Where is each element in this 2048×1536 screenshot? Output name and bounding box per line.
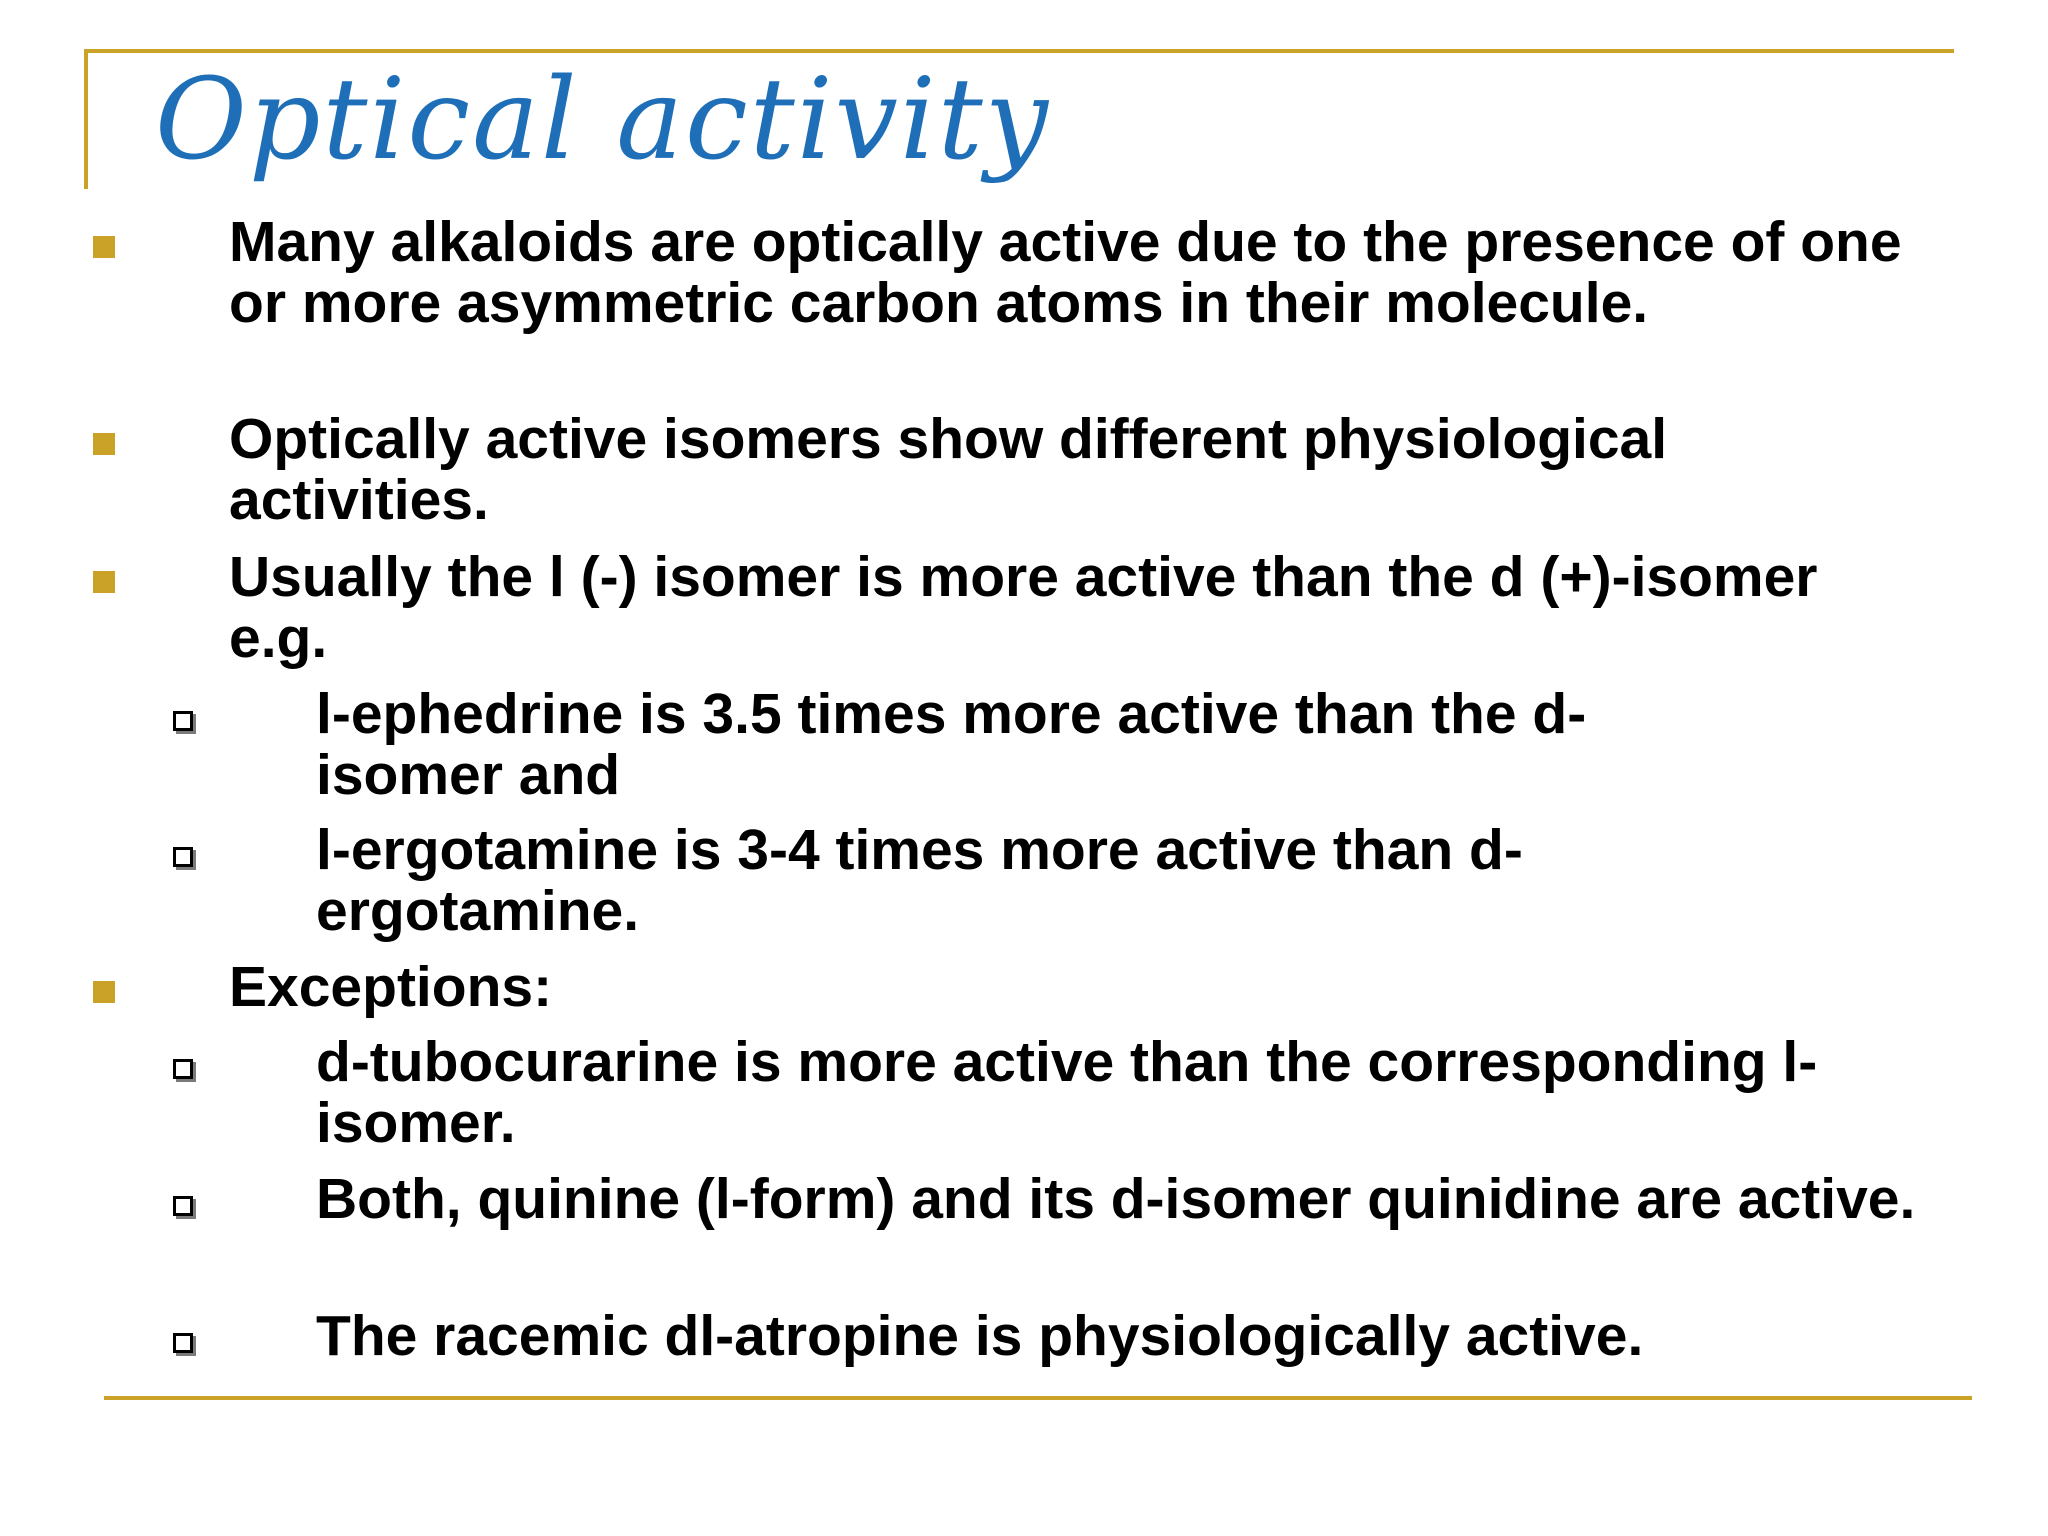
hollow-square-bullet-icon bbox=[173, 1196, 193, 1216]
bottom-accent-rule bbox=[104, 1396, 1972, 1400]
sub-bullet-item bbox=[316, 684, 1766, 806]
bullet-item bbox=[229, 409, 1929, 531]
bullet-text: Exceptions: bbox=[229, 955, 553, 1019]
sub-bullet-text: The racemic dl-atropine is physiologically active. bbox=[316, 1304, 1644, 1368]
filled-square-bullet-icon bbox=[93, 571, 115, 593]
bullet-item bbox=[229, 212, 1929, 334]
filled-square-bullet-icon bbox=[93, 236, 115, 258]
sub-bullet-item bbox=[316, 1032, 2006, 1154]
bullet-text: Many alkaloids are optically active due to the presence of one or more asymmetric carbon atoms in their molecule. bbox=[229, 210, 1902, 335]
bullet-text: Optically active isomers show different physiological activities. bbox=[229, 407, 1668, 532]
sub-bullet-item bbox=[316, 1169, 1956, 1230]
sub-bullet-item bbox=[316, 820, 1716, 942]
hollow-square-bullet-icon bbox=[173, 1333, 193, 1353]
filled-square-bullet-icon bbox=[93, 981, 115, 1003]
slide-title: Optical activity bbox=[155, 55, 1050, 185]
hollow-square-bullet-icon bbox=[173, 711, 193, 731]
bullet-item bbox=[229, 957, 1929, 1018]
bullet-item bbox=[229, 547, 1829, 669]
bullet-text: Usually the l (-) isomer is more active than the d (+)-isomer e.g. bbox=[229, 545, 1818, 670]
hollow-square-bullet-icon bbox=[173, 847, 193, 867]
sub-bullet-text: l-ephedrine is 3.5 times more active than the d-isomer and bbox=[316, 682, 1587, 807]
filled-square-bullet-icon bbox=[93, 433, 115, 455]
sub-bullet-text: Both, quinine (l-form) and its d-isomer quinidine are active. bbox=[316, 1167, 1916, 1231]
hollow-square-bullet-icon bbox=[173, 1059, 193, 1079]
sub-bullet-text: l-ergotamine is 3-4 times more active than d-ergotamine. bbox=[316, 818, 1523, 943]
sub-bullet-text: d-tubocurarine is more active than the corresponding l-isomer. bbox=[316, 1030, 1818, 1155]
sub-bullet-item bbox=[316, 1306, 2016, 1367]
